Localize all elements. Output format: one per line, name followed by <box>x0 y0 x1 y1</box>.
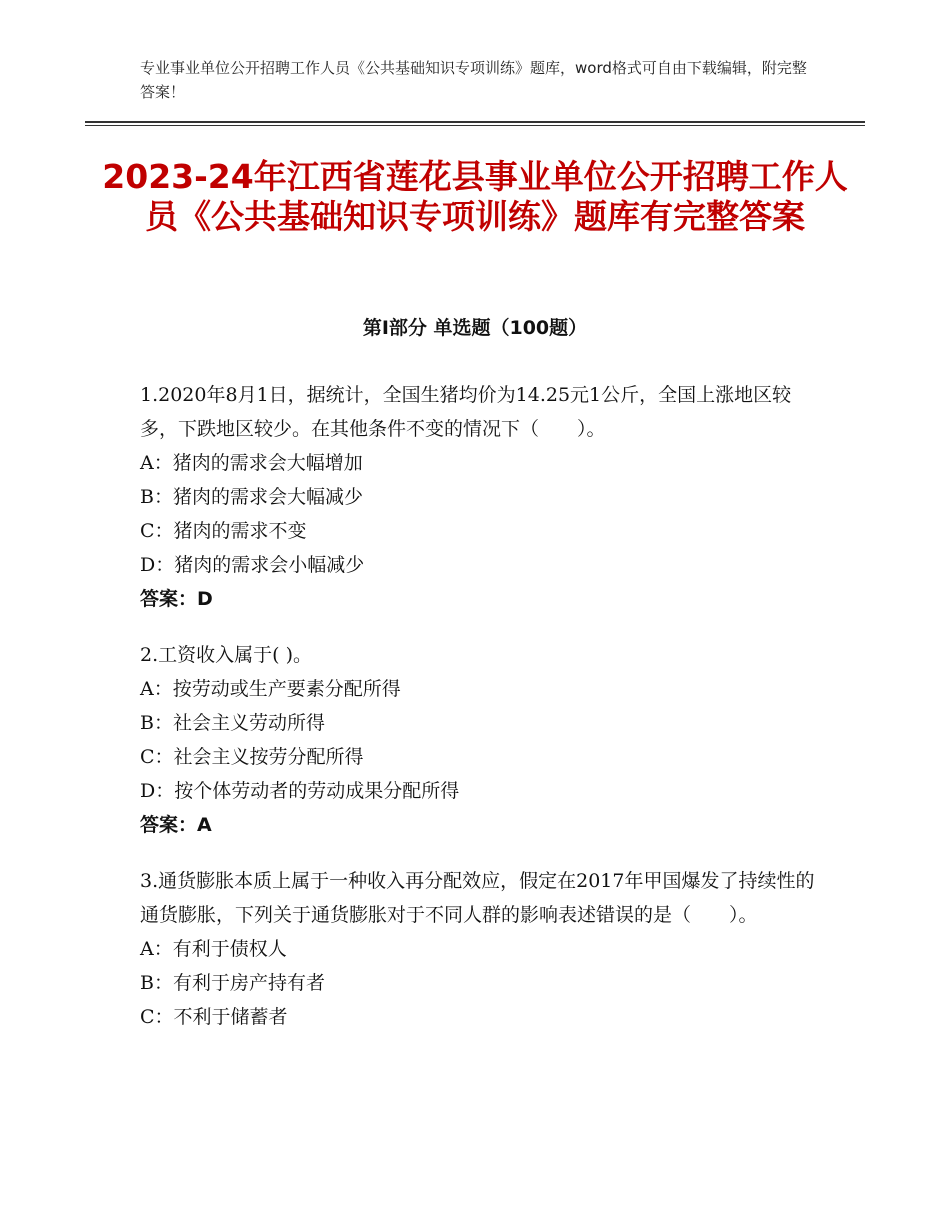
answer: 答案：D <box>140 588 213 610</box>
option-b: B：社会主义劳动所得 <box>140 712 325 734</box>
option-a: A：猪肉的需求会大幅增加 <box>140 452 363 474</box>
option-a: A：有利于债权人 <box>140 938 287 960</box>
question-3 <box>140 864 820 1034</box>
answer: 答案：A <box>140 814 212 836</box>
option-c: C：猪肉的需求不变 <box>140 520 307 542</box>
option-b: B：猪肉的需求会大幅减少 <box>140 486 363 508</box>
section-heading: 第Ⅰ部分 单选题（100题） <box>362 317 588 339</box>
question-list <box>140 378 820 1056</box>
option-a: A：按劳动或生产要素分配所得 <box>140 678 401 700</box>
option-d: D：按个体劳动者的劳动成果分配所得 <box>140 780 460 802</box>
question-1 <box>140 378 820 616</box>
header-rule-thin <box>85 125 865 126</box>
question-stem: 1.2020年8月1日，据统计，全国生猪均价为14.25元1公斤，全国上涨地区较多，下跌地区较少。在其他条件不变的情况下（ ）。 <box>140 384 792 440</box>
question-stem: 2.工资收入属于( )。 <box>140 644 312 666</box>
question-2 <box>140 638 820 842</box>
option-b: B：有利于房产持有者 <box>140 972 325 994</box>
option-d: D：猪肉的需求会小幅减少 <box>140 554 365 576</box>
option-c: C：社会主义按劳分配所得 <box>140 746 364 768</box>
option-c: C：不利于储蓄者 <box>140 1006 288 1028</box>
document-title: 2023-24年江西省莲花县事业单位公开招聘工作人员《公共基础知识专项训练》题库有完整答案 <box>102 157 848 236</box>
question-stem: 3.通货膨胀本质上属于一种收入再分配效应，假定在2017年甲国爆发了持续性的通货膨胀，下列关于通货膨胀对于不同人群的影响表述错误的是（ ）。 <box>140 870 815 926</box>
header-note: 专业事业单位公开招聘工作人员《公共基础知识专项训练》题库，word格式可自由下载编辑，附完整答案！ <box>140 59 807 101</box>
header-rule-thick <box>85 121 865 123</box>
